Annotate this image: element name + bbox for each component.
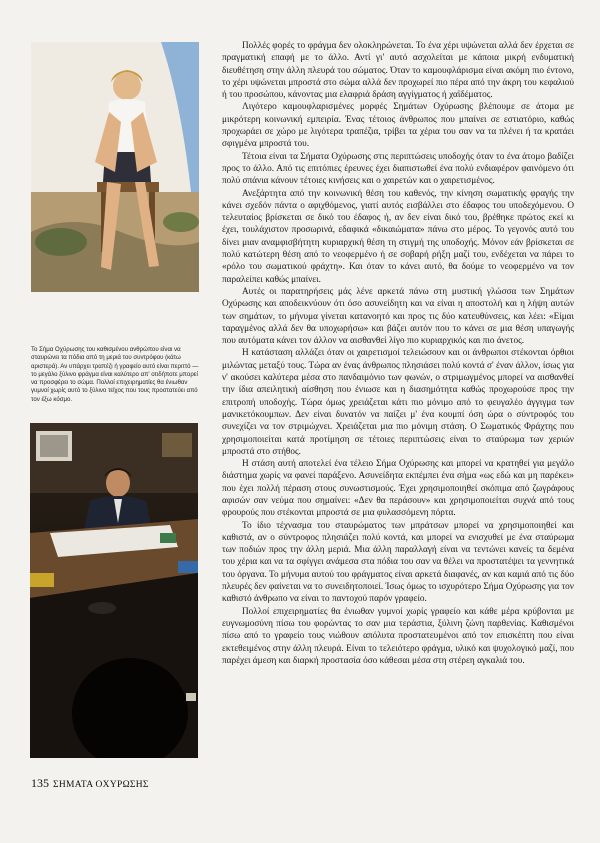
paragraph: Αυτές οι παρατηρήσεις μάς λένε αρκετά πάνω στη μυστική γλώσσα των Σημάτων Οχύρωσης και αποδεικνύουν ότι όσο ασυνείδητη και να είναι η αποστολή και η λήψη αυτών των σημάτων, το μήνυμα γίνεται κατανοητό και προς τις δύο κατευθύνσεις, και λέει: «Είμαι ταραγμένος αλλά δεν θα υποχωρήσω» και βάζει αυτόν που το κάνει σε μια θέση υπαγωγής που αυτόματα κάνει τον άλλον να αισθανθεί λίγο πιο κυριαρχικός και πιο άνετος. <box>222 286 574 347</box>
photo-businessman-desk <box>30 423 198 758</box>
photo-seated-woman <box>31 42 199 292</box>
photo-caption: Το Σήμα Οχύρωσης του καθισμένου ανθρώπου είναι να σταυρώνει τα πόδια από τη μεριά του συντρόφου (κάτω αριστερά). Αν υπάρχει τραπέζι ή γραφείο αυτό είναι περιττό — το μεγάλο ξύλινο φράγμα είναι καλύτερο απ' οτιδήποτε μπορεί να προσφέρει το σώμα. Πολλοί επιχειρηματίες θα ένιωθαν γυμνοί χωρίς αυτό το ξύλινο τείχος που τους προστατεύει από τον έξω κόσμο. <box>31 346 199 403</box>
paragraph: Πολλοί επιχειρηματίες θα ένιωθαν γυμνοί χωρίς γραφείο και κάθε μέρα κρύβονται με ευγνωμοσύνη πίσω του φορώντας το σαν μια τεράστια, ξύλινη ζώνη παρθενίας. Καθισμένοι πίσω από το γραφείο τους νιώθουν απόλυτα προστατευμένοι από τον επισκέπτη που είναι εκτεθειμένος στην άλλη πλευρά. Είναι το τελειότερο φράγμα, υλικό και ψυχολογικό μαζί, που παρέχει άμεση και διαρκή προστασία όσο κάθεσαι μέσα στη στέρεη αγκαλιά του. <box>222 606 574 666</box>
paragraph: Η κατάσταση αλλάζει όταν οι χαιρετισμοί τελειώσουν και οι άνθρωποι στέκονται όρθιοι μιλώντας μεταξύ τους. Τώρα αν ένας άνθρωπος πλησιάσει πολύ κοντά σ' έναν άλλον, ίσως για ν' ακούσει καλύτερα μέσα στο πανδαιμόνιο των φωνών, ο στριμωγμένος μπορεί να αισθανθεί την ίδια απειλητική αίσθηση που ένιωσε και η διασημότητα καθώς προχωρούσε προς την επιτροπή υποδοχής. Τώρα όμως χρειάζεται κάτι πιο μόνιμο από το φευγαλέο άγγιγμα των μανικετόκουμπων. Δεν είναι δυνατόν να παίζει μ' ένα κουμπί όση ώρα ο σύντροφός του συνεχίζει να τον στριμώχνει. Χρειάζεται μια πιο μόνιμη στάση. Ο Σωματικός Φράχτης που χρησιμοποιείται κατά προτίμηση σε τέτοιες περιπτώσεις είναι το σταύρωμα των χεριών μπροστά στο στήθος. <box>222 348 574 457</box>
paragraph: Ανεξάρτητα από την κοινωνική θέση του καθενός, την κίνηση σωματικής φραγής την κάνει σχεδόν πάντα ο αφιχθόμενος, γιατί αυτός εισβάλλει στο έδαφος του υποδεχόμενου. Ο τελευταίος βρίσκεται σε δικό του έδαφος ή, αν δεν είναι δικό του, βρέθηκε πρώτος εκεί κι έχει, τουλάχιστον προσωρινά, εδαφικά «δικαιώματα» πάνω στο μέρος. Το γεγονός αυτό του δίνει μιαν αναμφισβήτητη κυριαρχική θέση τη στιγμή της υποδοχής. Μόνον εάν βρίσκεται σε πολύ κατώτερη θέση από το νεοφερμένο ή σε σοβαρή ρήξη μαζί του, ενδέχεται να πάρει το «ρόλο του σωματικού φράχτη». Και όταν το κάνει αυτό, θα δούμε το νεοφερμένο να τον παραλείπει καθώς μπαίνει. <box>222 188 574 285</box>
paragraph: Το ίδιο τέχνασμα του σταυρώματος των μπράτσων μπορεί να χρησιμοποιηθεί και καθιστά, αν ο σύντροφος πλησιάζει πολύ κοντά, και μπορεί να ενισχυθεί με ένα σταύρωμα των ποδιών προς την άλλη μεριά. Μια άλλη παραλλαγή είναι να τεντώνει κανείς τα δεμένα του χέρια και να τα σφίγγει ανάμεσα στα πόδια του σαν να θέλει να προστατέψει τα γεννητικά του όργανα. Το μήνυμα αυτού του φράγματος είναι αρκετά διαφανές, αν και καμιά από τις δύο πλευρές δεν φαίνεται να το συνειδητοποιεί. Ίσως όμως το ισχυρότερο Σήμα Οχύρωσης για τον καθιστό άνθρωπο να είναι το παντοχού παρόν γραφείο. <box>222 520 574 605</box>
page-footer <box>31 776 149 791</box>
paragraph: Η στάση αυτή αποτελεί ένα τέλειο Σήμα Οχύρωσης και μπορεί να κρατηθεί για μεγάλο διάστημα χωρίς να φανεί παράξενο. Ασυνείδητα εκπέμπει ένα σήμα «ως εδώ και μη παρέκει» που έχει πολλή πέραση στους συνωστισμούς. Έχει χρησιμοποιηθεί σκόπιμα από ζωγράφους αφισών σαν νεύμα που σημαίνει: «Δεν θα περάσουν» και χρησιμοποιείται συχνά από τους φρουρούς που στέκονται μπροστά σε μια φυλασσόμενη πόρτα. <box>222 459 574 519</box>
paragraph: Πολλές φορές το φράγμα δεν ολοκληρώνεται. Το ένα χέρι υψώνεται αλλά δεν έρχεται σε πραγματική επαφή με το άλλο. Αντί γι' αυτό ασχολείται με κάποια μικρή ενδυματική διευθέτηση στην άλλη πλευρά του σώματος. Όταν το καμουφλάρισμα είναι ακόμη πιο έντονο, το χέρι υψώνεται μπροστά στο σώμα αλλά δεν προχωρεί πιο πέρα από την άκρη του κεφαλιού ή του προσώπου, κάνοντας μια ελαφριά δράση αγγίγματος ή χαϊδέματος. <box>222 41 574 101</box>
page-number: 135 <box>31 776 49 790</box>
seated-woman-illustration <box>31 42 199 292</box>
paragraph: Λιγότερο καμουφλαρισμένες μορφές Σημάτων Οχύρωσης βλέπουμε σε άτομα με μικρότερη κοινωνική εμπειρία. Ένας τέτοιος άνθρωπος που μπαίνει σε εστιατόριο, καθώς προχωράει σε χώρο με λιγότερα τραπέζια, τρίβει τα χέρια του σαν να τα πλένει ή τα κρατάει σφιγμένα μπροστά του. <box>222 102 574 150</box>
businessman-desk-illustration <box>30 423 198 758</box>
body-text-column <box>222 40 574 667</box>
paragraph: Τέτοια είναι τα Σήματα Οχύρωσης στις περιπτώσεις υποδοχής όταν το ένα άτομο βαδίζει προς το άλλο. Από τις επιτόπιες έρευνες έχει διαπιστωθεί ένα πολύ ενδιαφέρον φαινόμενο ότι πολύ σπάνια κάνουν τέτοιες κινήσεις και ο χαιρετών και ο χαιρετισμένος. <box>222 151 574 187</box>
running-title: ΣΗΜΑΤΑ ΟΧΥΡΩΣΗΣ <box>53 780 149 790</box>
